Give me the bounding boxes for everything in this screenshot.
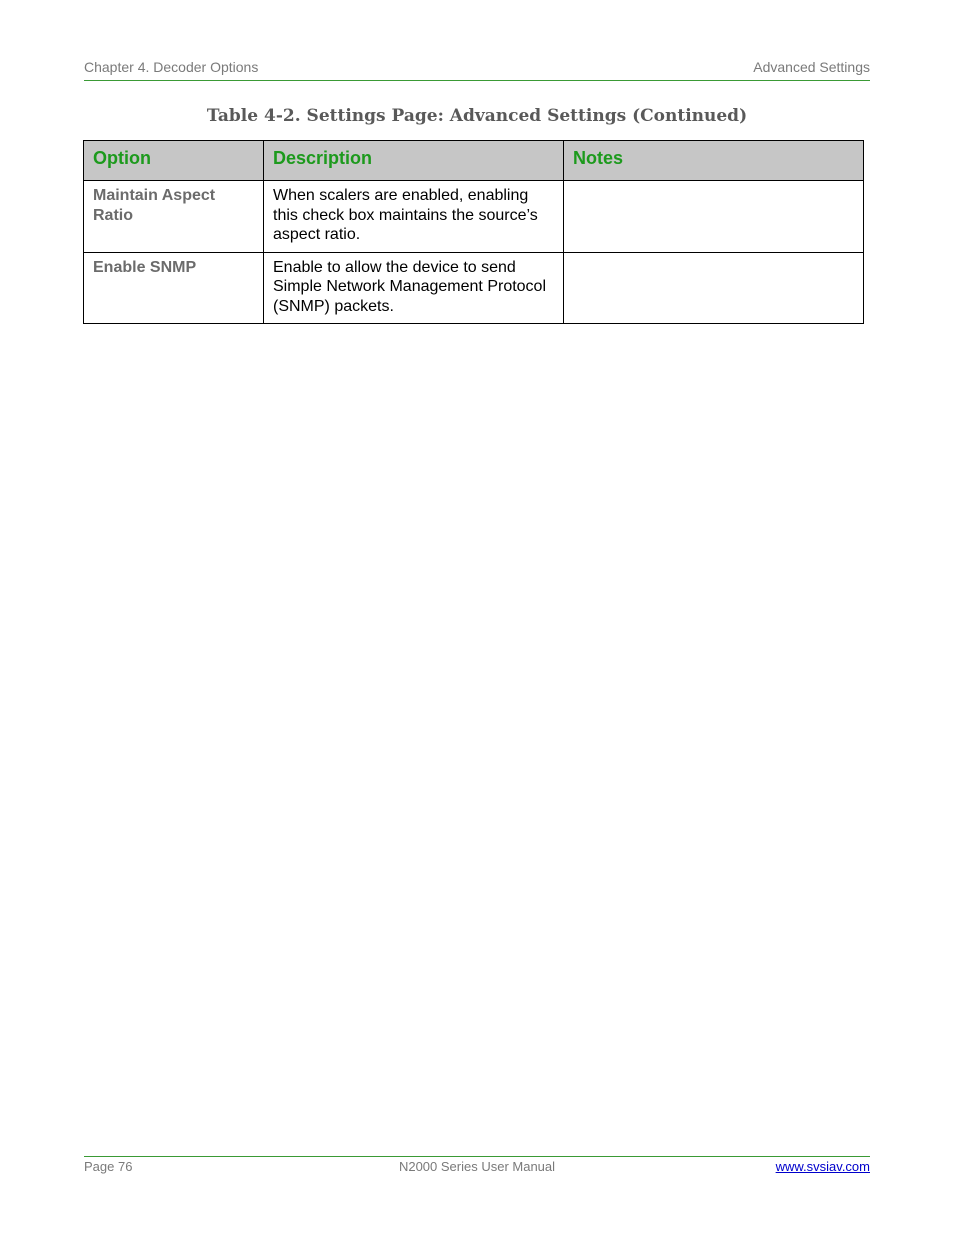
column-header-description: Description <box>264 141 564 181</box>
notes-cell <box>564 252 864 324</box>
table-row <box>84 181 864 253</box>
section-title: Advanced Settings <box>753 59 870 75</box>
chapter-title: Chapter 4. Decoder Options <box>84 59 259 75</box>
description-cell: When scalers are enabled, enabling this check box maintains the source’s aspect ratio. <box>264 181 564 253</box>
website-link[interactable]: www.svsiav.com <box>775 1159 870 1174</box>
settings-table <box>83 140 864 324</box>
page-header <box>84 58 870 81</box>
column-header-notes: Notes <box>564 141 864 181</box>
option-cell: Maintain Aspect Ratio <box>84 181 264 253</box>
option-cell: Enable SNMP <box>84 252 264 324</box>
table-row <box>84 252 864 324</box>
notes-cell <box>564 181 864 253</box>
page-footer <box>84 1156 870 1174</box>
table-header-row <box>84 141 864 181</box>
description-cell: Enable to allow the device to send Simple Network Management Protocol (SNMP) packets. <box>264 252 564 324</box>
column-header-option: Option <box>84 141 264 181</box>
table-caption: Table 4-2. Settings Page: Advanced Settings (Continued) <box>206 106 748 126</box>
page-number: Page 76 <box>84 1159 133 1174</box>
manual-title: N2000 Series User Manual <box>398 1159 556 1174</box>
